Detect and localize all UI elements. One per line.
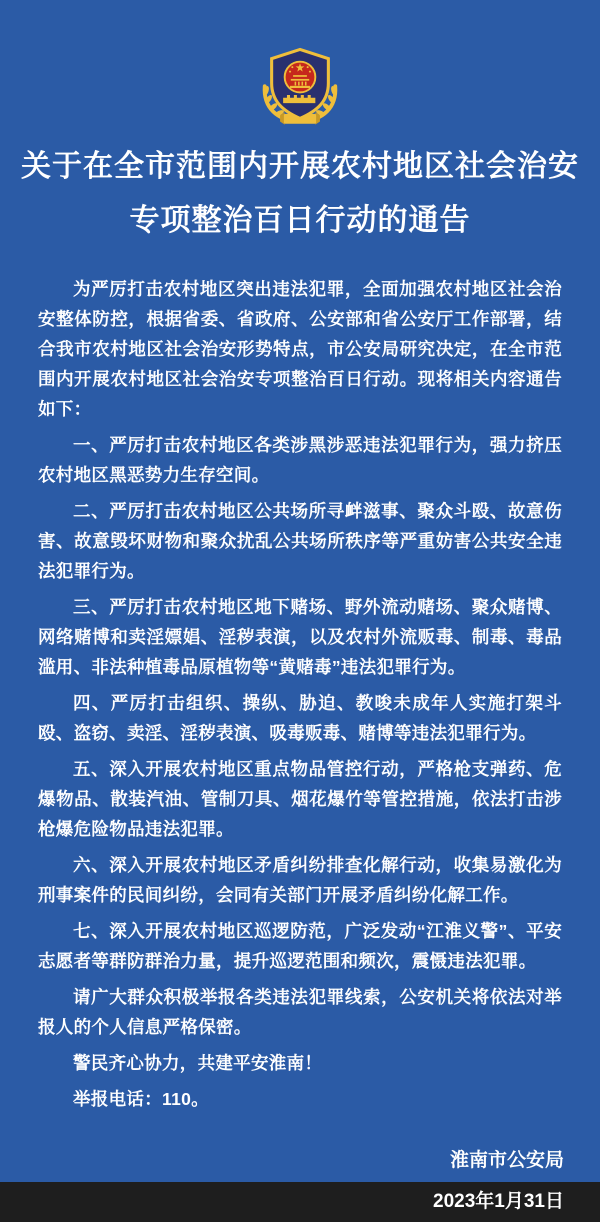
notice-paragraph-item5: 五、深入开展农村地区重点物品管控行动，严格枪支弹药、危爆物品、散装汽油、管制刀具、烟花爆竹等管控措施，依法打击涉枪爆危险物品违法犯罪。	[38, 759, 562, 839]
emblem-container	[0, 0, 600, 128]
notice-title-line1: 关于在全市范围内开展农村地区社会治安	[21, 150, 579, 183]
notice-title-line2: 专项整治百日行动的通告	[129, 204, 471, 237]
signature-block	[0, 1140, 600, 1222]
notice-paragraph-hotline: 举报电话：110。	[73, 1089, 209, 1109]
notice-paragraph-report: 请广大群众积极举报各类违法犯罪线索，公安机关将依法对举报人的个人信息严格保密。	[38, 987, 562, 1037]
signature-date: 2023年1月31日	[433, 1191, 564, 1212]
notice-paragraph-item7: 七、深入开展农村地区巡逻防范，广泛发动“江淮义警”、平安志愿者等群防群治力量，提升巡逻范围和频次，震慑违法犯罪。	[38, 921, 562, 971]
notice-paragraph-item3: 三、严厉打击农村地区地下赌场、野外流动赌场、聚众赌博、网络赌博和卖淫嫖娼、淫秽表演，以及农村外流贩毒、制毒、毒品滥用、非法种植毒品原植物等“黄赌毒”违法犯罪行为。	[38, 597, 562, 677]
notice-paragraph-item6: 六、深入开展农村地区矛盾纠纷排查化解行动，收集易激化为刑事案件的民间纠纷，会同有关部门开展矛盾纠纷化解工作。	[38, 855, 562, 905]
notice-title	[0, 140, 600, 248]
notice-paragraph-item4: 四、严厉打击组织、操纵、胁迫、教唆未成年人实施打架斗殴、盗窃、卖淫、淫秽表演、吸毒贩毒、赌博等违法犯罪行为。	[38, 693, 562, 743]
police-badge-icon	[254, 46, 346, 128]
notice-paragraph-slogan: 警民齐心协力，共建平安淮南！	[73, 1053, 323, 1073]
notice-body	[0, 274, 600, 1114]
notice-paragraph-item1: 一、严厉打击农村地区各类涉黑涉恶违法犯罪行为，强力挤压农村地区黑恶势力生存空间。	[38, 435, 562, 485]
signature-agency: 淮南市公安局	[449, 1150, 564, 1171]
notice-paragraph-item2: 二、严厉打击农村地区公共场所寻衅滋事、聚众斗殴、故意伤害、故意毁坏财物和聚众扰乱公共场所秩序等严重妨害公共安全违法犯罪行为。	[38, 501, 562, 581]
notice-paragraph-intro: 为严厉打击农村地区突出违法犯罪，全面加强农村地区社会治安整体防控，根据省委、省政府、公安部和省公安厅工作部署，结合我市农村地区社会治安形势特点，市公安局研究决定，在全市范围内开展农村地区社会治安专项整治百日行动。现将相关内容通告如下：	[38, 279, 562, 419]
